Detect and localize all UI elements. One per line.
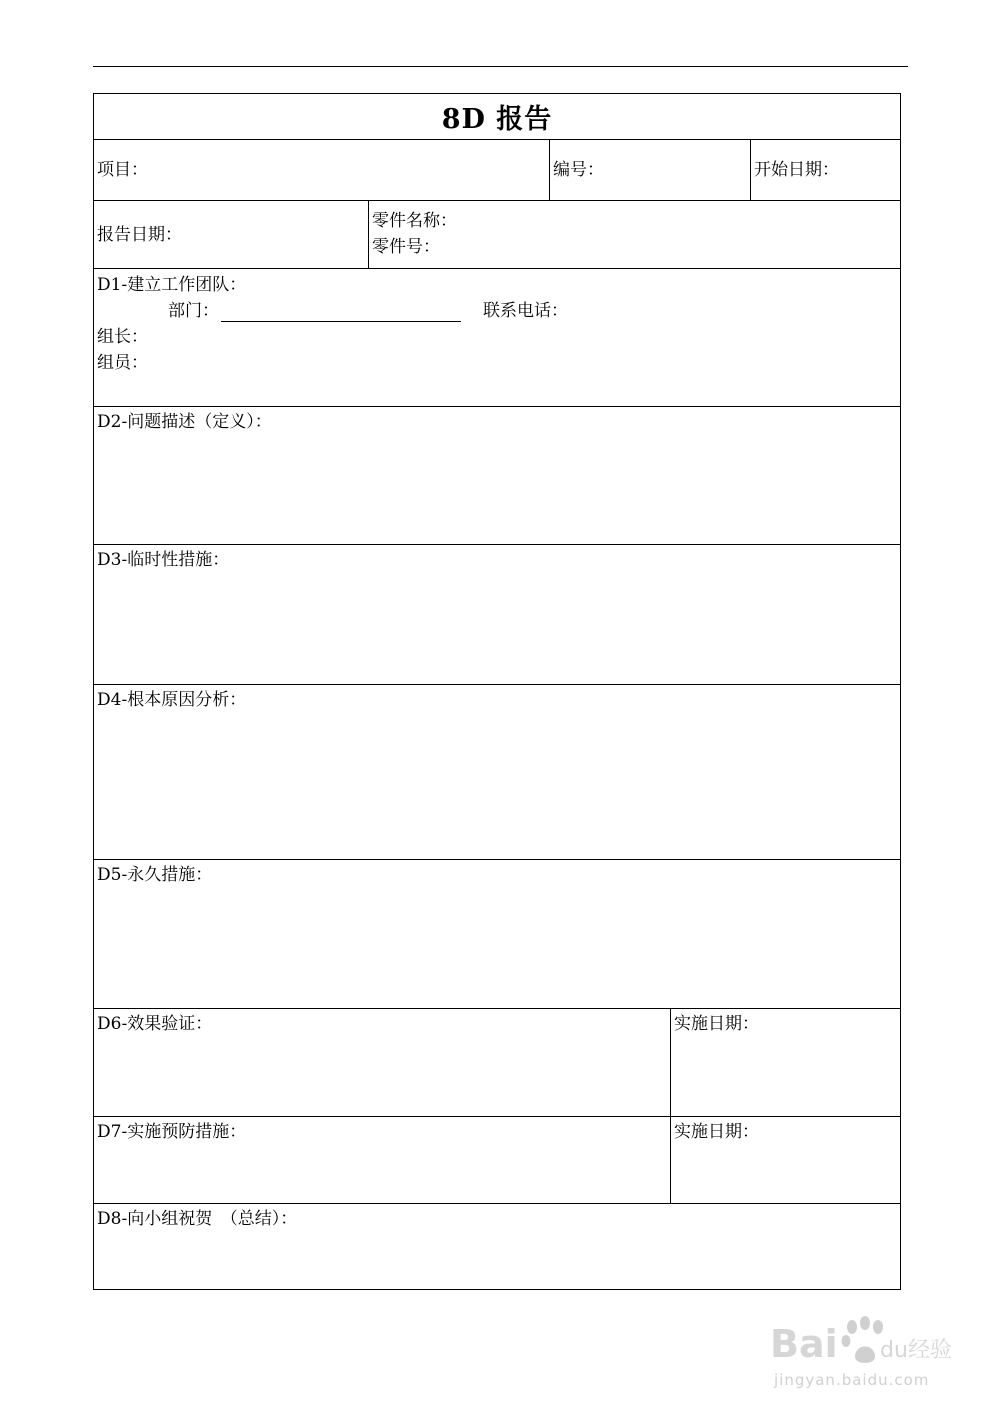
project-cell[interactable] bbox=[94, 140, 549, 200]
d7-section bbox=[94, 1117, 900, 1204]
part-name-label: 零件名称： bbox=[372, 211, 457, 231]
watermark-brand: Bai bbox=[770, 1322, 838, 1366]
start-date-label: 开始日期： bbox=[754, 160, 839, 180]
d8-label: D8-向小组祝贺 （总结）： bbox=[97, 1209, 298, 1229]
part-cell[interactable] bbox=[368, 201, 900, 268]
d6-date-cell[interactable] bbox=[670, 1009, 900, 1116]
d4-section[interactable] bbox=[94, 685, 900, 860]
leader-label: 组长： bbox=[97, 327, 148, 347]
d6-label: D6-效果验证： bbox=[97, 1014, 213, 1034]
d6-date-label: 实施日期： bbox=[674, 1014, 759, 1034]
department-line bbox=[168, 300, 568, 322]
watermark-suffix: 经验 bbox=[908, 1338, 953, 1363]
paw-icon bbox=[842, 1316, 884, 1363]
d5-label: D5-永久措施： bbox=[97, 865, 213, 885]
d1-label: D1-建立工作团队： bbox=[97, 275, 247, 295]
number-label: 编号： bbox=[553, 160, 604, 180]
d1-section[interactable] bbox=[94, 269, 900, 407]
d6-content-cell[interactable] bbox=[94, 1009, 670, 1116]
d8-section[interactable] bbox=[94, 1204, 900, 1289]
title-row bbox=[94, 94, 900, 140]
department-blank[interactable] bbox=[221, 303, 461, 322]
d7-label: D7-实施预防措施： bbox=[97, 1122, 247, 1142]
phone-label: 联系电话： bbox=[483, 301, 568, 321]
d6-section bbox=[94, 1009, 900, 1117]
report-form bbox=[93, 93, 901, 1290]
d7-content-cell[interactable] bbox=[94, 1117, 670, 1203]
d2-section[interactable] bbox=[94, 407, 900, 545]
department-label: 部门： bbox=[168, 301, 219, 321]
info-row-2 bbox=[94, 201, 900, 269]
info-row-1 bbox=[94, 140, 900, 201]
members-label: 组员： bbox=[97, 353, 148, 373]
d5-section[interactable] bbox=[94, 860, 900, 1009]
d2-label: D2-问题描述（定义）： bbox=[97, 412, 272, 432]
d3-section[interactable] bbox=[94, 545, 900, 685]
report-date-label: 报告日期： bbox=[97, 225, 182, 245]
start-date-cell[interactable] bbox=[750, 140, 900, 200]
number-cell[interactable] bbox=[549, 140, 750, 200]
d3-label: D3-临时性措施： bbox=[97, 550, 230, 570]
baidu-jingyan-watermark bbox=[770, 1305, 960, 1395]
page-title: 8D 报告 bbox=[441, 104, 553, 135]
watermark-url: jingyan.baidu.com bbox=[774, 1371, 930, 1389]
watermark-brand-2: du bbox=[880, 1338, 908, 1363]
part-number-label: 零件号： bbox=[372, 237, 440, 257]
d7-date-label: 实施日期： bbox=[674, 1122, 759, 1142]
d4-label: D4-根本原因分析： bbox=[97, 690, 247, 710]
report-date-cell[interactable] bbox=[94, 201, 368, 268]
d7-date-cell[interactable] bbox=[670, 1117, 900, 1203]
header-rule bbox=[93, 66, 908, 67]
project-label: 项目： bbox=[97, 160, 148, 180]
